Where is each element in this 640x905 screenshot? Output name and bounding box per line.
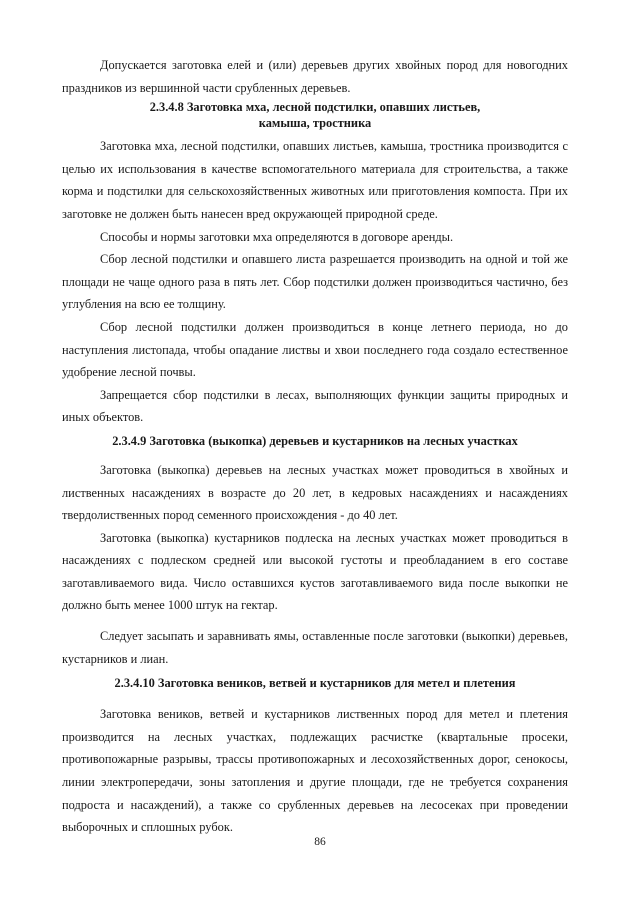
paragraph-moss-methods: Способы и нормы заготовки мха определяются в договоре аренды. — [100, 229, 454, 244]
paragraph-litter-prohibition: Запрещается сбор подстилки в лесах, выполняющих функции защиты природных и иных объектов. — [62, 387, 568, 425]
paragraph-broom-harvest: Заготовка веников, ветвей и кустарников лиственных пород для метел и плетения производится на лесных участках, подлежащих расчистке (квартальные просеки, противопожарные разрывы, трассы противопожарных и лесохозяйственных дорог, сенокосы, линии электропередачи, зоны затопления и другие площади, где не требуется сохранения подроста и насаждений), а также со срубленных деревьев на лесосеках при проведении выборочных и сплошных рубок. — [62, 707, 568, 835]
paragraph-litter-frequency: Сбор лесной подстилки и опавшего листа разрешается производить на одной и той же площади не чаще одного раза в пять лет. Сбор подстилки должен производиться частично, без углубления на всю ее толщину. — [62, 252, 568, 312]
paragraph-tree-digging: Заготовка (выкопка) деревьев на лесных участках может проводиться в хвойных и лиственных насаждениях в возрасте до 20 лет, в кедровых насаждениях и насаждениях твердолиственных пород семенного происхождения - до 40 лет. — [62, 462, 568, 523]
section-heading-2-3-4-10: 2.3.4.10 Заготовка веников, ветвей и кустарников для метел и плетения — [114, 676, 516, 691]
paragraph-spruce-harvest: Допускается заготовка елей и (или) деревьев других хвойных пород для новогодних праздников из вершинной части срубленных деревьев. — [62, 58, 568, 95]
section-heading-2-3-4-9: 2.3.4.9 Заготовка (выкопка) деревьев и кустарников на лесных участках — [112, 433, 518, 448]
page-number: 86 — [314, 836, 326, 848]
paragraph-shrub-digging: Заготовка (выкопка) кустарников подлеска на лесных участках может проводиться в насаждениях с подлеском средней или высокой густоты и преобладанием в его составе заготавливаемого вида. Число оставшихся кустов заготавливаемого вида после выкопки не должно быть менее 1000 штук на гектар. — [62, 530, 568, 613]
document-page — [62, 54, 568, 839]
paragraph-fill-pits: Следует засыпать и заравнивать ямы, оставленные после заготовки (выкопки) деревьев, кустарников и лиан. — [62, 629, 568, 666]
section-heading-2-3-4-8: 2.3.4.8 Заготовка мха, лесной подстилки, опавших листьев, камыша, тростника — [149, 100, 481, 131]
paragraph-moss-harvest-purpose: Заготовка мха, лесной подстилки, опавших листьев, камыша, тростника производится с целью их использования в качестве вспомогательного материала для строительства, а также корма и подстилки для сельскохозяйственных животных или приготовления компоста. При их заготовке не должен быть нанесен вред окружающей природной среде. — [62, 139, 568, 221]
paragraph-litter-timing: Сбор лесной подстилки должен производиться в конце летнего периода, но до наступления листопада, чтобы опадание листвы и хвои последнего года создало естественное удобрение лесной почвы. — [62, 319, 568, 380]
